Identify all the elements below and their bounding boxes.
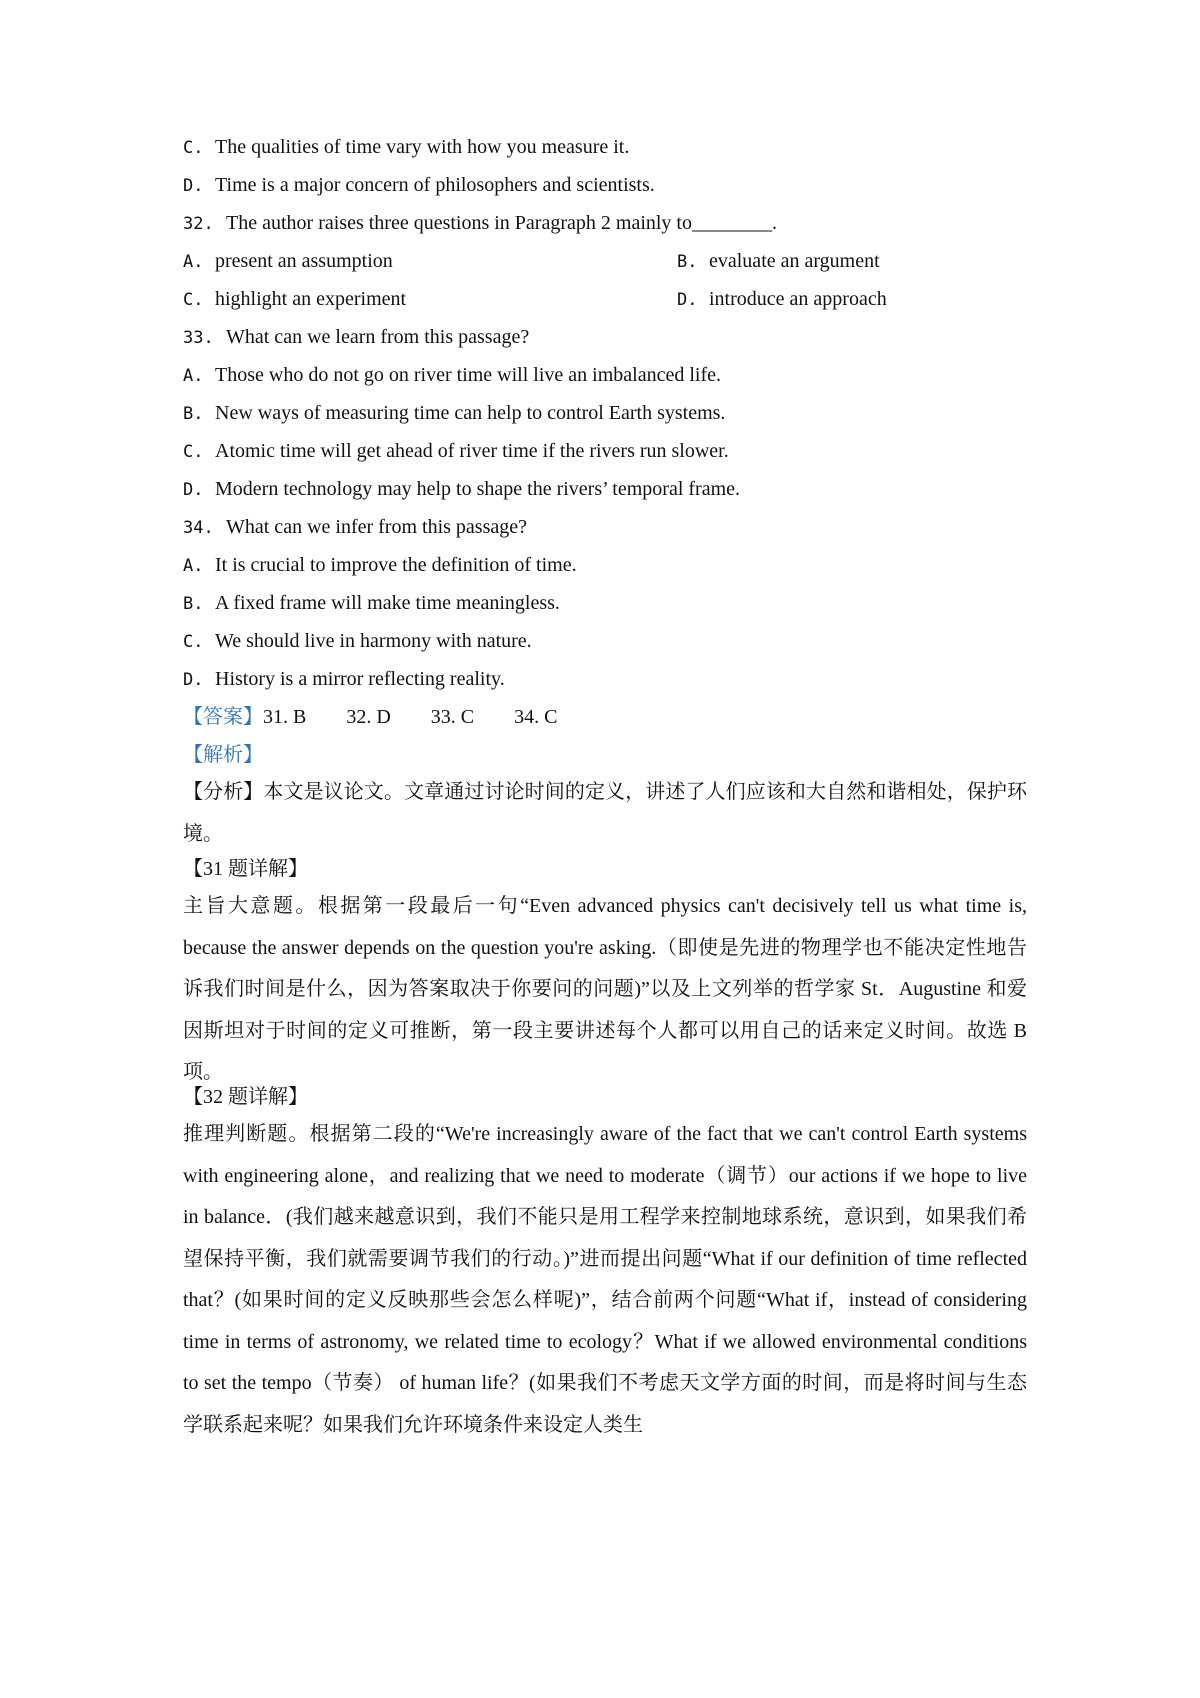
- q34-option-c: [183, 629, 532, 654]
- q32-option-d: [677, 287, 887, 312]
- detail-32-text: 推理判断题。根据第二段的“We're increasingly aware of the fact that we can't control Earth systems with engineering alone，and realizing that we need to moderate（调节）our actions if we hope to live in balance．(我们越来越意识到，我们不能只是用工程学来控制地球系统，意识到，如果我们希望保持平衡，我们就需要调节我们的行动。)”进而提出问题“What if our definition of time reflected that？(如果时间的定义反映那些会怎么样呢)”，结合前两个问题“What if，instead of considering time in terms of astronomy, we related time to ecology？What if we allowed environmental conditions to set the tempo（节奏） of human life？(如果我们不考虑天文学方面的时间，而是将时间与生态学联系起来呢？如果我们允许环境条件来设定人类生: [183, 1123, 1027, 1436]
- option-text: New ways of measuring time can help to control Earth systems.: [215, 402, 726, 424]
- detail-31-heading: 【31 题详解】: [183, 858, 308, 880]
- answer-34: 34. C: [514, 706, 558, 728]
- option-letter: D.: [183, 176, 204, 196]
- q31-option-d: [183, 173, 655, 198]
- answer-32: 32. D: [346, 706, 391, 728]
- q34-option-d: [183, 667, 505, 692]
- option-letter: D.: [183, 480, 204, 500]
- option-letter: C.: [183, 632, 204, 652]
- q32-stem: [183, 211, 777, 236]
- option-letter: B.: [183, 404, 204, 424]
- option-text: Time is a major concern of philosophers and scientists.: [215, 174, 655, 196]
- detail-32-body: [183, 1114, 1027, 1446]
- q32-option-a: [183, 249, 393, 274]
- option-text: We should live in harmony with nature.: [215, 630, 532, 652]
- answer-line: [183, 705, 557, 729]
- detail-31-body: [183, 886, 1027, 1094]
- q33-option-c: [183, 439, 729, 464]
- option-letter: B.: [183, 594, 204, 614]
- question-number: 34.: [183, 518, 214, 538]
- option-text: Those who do not go on river time will live an imbalanced life.: [215, 364, 721, 386]
- q33-option-b: [183, 401, 725, 426]
- q34-option-b: [183, 591, 560, 616]
- q31-option-c: [183, 135, 629, 160]
- option-text: evaluate an argument: [709, 250, 880, 272]
- option-letter: A.: [183, 252, 204, 272]
- option-letter: C.: [183, 442, 204, 462]
- question-number: 32.: [183, 214, 214, 234]
- analysis-summary: [183, 772, 1027, 855]
- option-letter: A.: [183, 556, 204, 576]
- option-text: A fixed frame will make time meaningless.: [215, 592, 560, 614]
- option-text: History is a mirror reflecting reality.: [215, 668, 505, 690]
- detail-31-text: 主旨大意题。根据第一段最后一句“Even advanced physics can't decisively tell us what time is, because the answer depends on the question you're asking.（即使是先进的物理学也不能决定性地告诉我们时间是什么，因为答案取决于你要问的问题)”以及上文列举的哲学家 St．Augustine 和爱因斯坦对于时间的定义可推断，第一段主要讲述每个人都可以用自己的话来定义时间。故选 B 项。: [183, 895, 1027, 1083]
- q32-option-c: [183, 287, 406, 312]
- q34-option-a: [183, 553, 577, 578]
- answer-label: 【答案】: [183, 706, 263, 728]
- option-text: Atomic time will get ahead of river time if the rivers run slower.: [215, 440, 729, 462]
- q33-stem: [183, 325, 529, 350]
- option-text: present an assumption: [215, 250, 393, 272]
- q33-option-a: [183, 363, 721, 388]
- question-number: 33.: [183, 328, 214, 348]
- option-text: highlight an experiment: [215, 288, 407, 310]
- option-letter: C.: [183, 290, 204, 310]
- option-letter: A.: [183, 366, 204, 386]
- option-text: Modern technology may help to shape the rivers’ temporal frame.: [215, 478, 741, 500]
- q32-option-b: [677, 249, 880, 274]
- q34-stem: [183, 515, 527, 540]
- option-text: introduce an approach: [709, 288, 887, 310]
- option-text: The qualities of time vary with how you measure it.: [215, 136, 630, 158]
- q33-option-d: [183, 477, 740, 502]
- question-text: The author raises three questions in Paragraph 2 mainly to________.: [226, 212, 777, 234]
- detail-32-heading: 【32 题详解】: [183, 1086, 308, 1108]
- analysis-label: 【解析】: [183, 744, 263, 766]
- answer-31: 31. B: [263, 706, 307, 728]
- option-text: It is crucial to improve the definition of time.: [215, 554, 577, 576]
- question-text: What can we infer from this passage?: [226, 516, 527, 538]
- analysis-summary-text: 【分析】本文是议论文。文章通过讨论时间的定义，讲述了人们应该和大自然和谐相处，保护环境。: [183, 781, 1027, 845]
- question-text: What can we learn from this passage?: [226, 326, 530, 348]
- option-letter: D.: [677, 290, 698, 310]
- option-letter: B.: [677, 252, 698, 272]
- option-letter: C.: [183, 138, 204, 158]
- answer-33: 33. C: [430, 706, 475, 728]
- option-letter: D.: [183, 670, 204, 690]
